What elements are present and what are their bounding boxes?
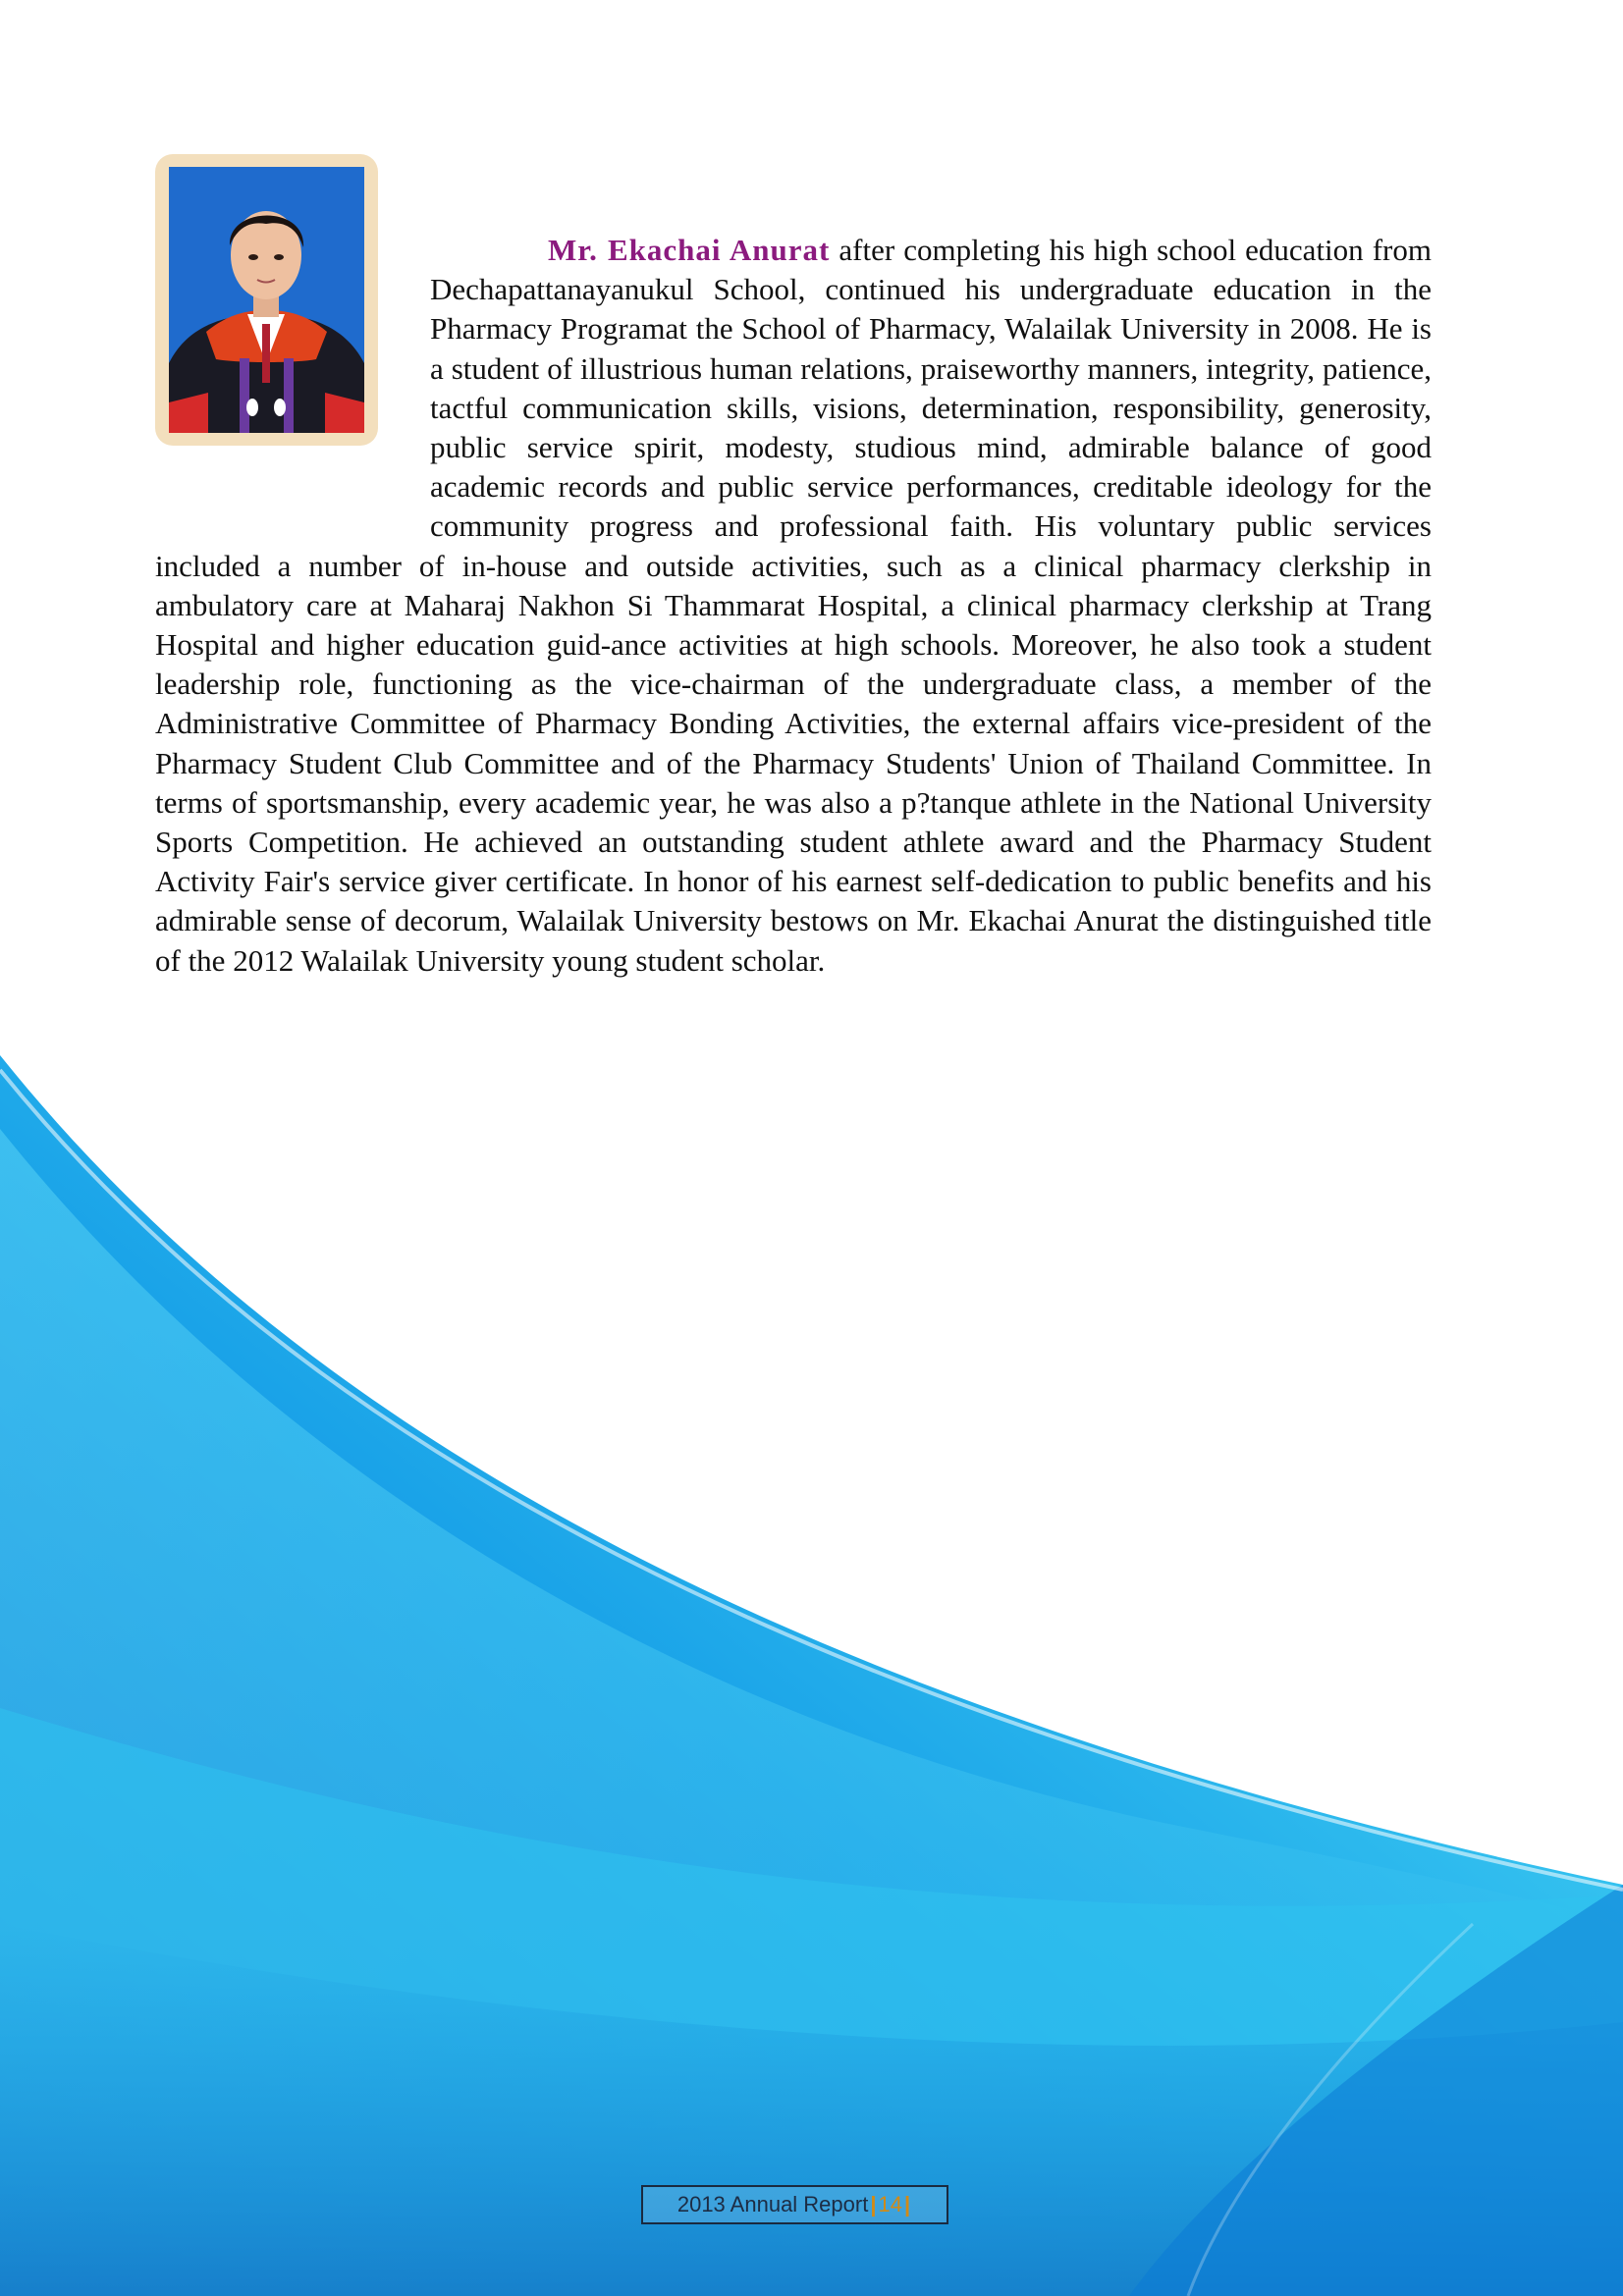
bio-paragraph xyxy=(155,231,1432,981)
bio-text: after completing his high school education from Dechapattanayanukul School, continued his undergraduate education in the Pharmacy Programat the School of Pharmacy, Walailak University in 2008. He is a student of illustrious human relations, praiseworthy manners, integrity, patience, tactful communication skills, visions, determination, responsibility, generosity, public service spirit, modesty, studious mind, admirable balance of good academic records and public service performances, creditable ideology for the community progress and professional faith. His voluntary public services included a number of in-house and outside activities, such as a clinical pharmacy clerkship in ambulatory care at Maharaj Nakhon Si Thammarat Hospital, a clinical pharmacy clerkship at Trang Hospital and higher education guid-ance activities at high schools. Moreover, he also took a student leadership role, functioning as the vice-chairman of the undergraduate class, a member of the Administrative Committee of Pharmacy Bonding Activities, the external affairs vice-president of the Pharmacy Student Club Committee and of the Pharmacy Students' Union of Thailand Committee. In terms of sportsmanship, every academic year, he was also a p?tanque athlete in the National University Sports Competition. He achieved an outstanding student athlete award and the Pharmacy Student Activity Fair's service giver certificate. In honor of his earnest self-dedication to public benefits and his admirable sense of decorum, Walailak University bestows on Mr. Ekachai Anurat the distinguished title of the 2012 Walailak University young student scholar. xyxy=(155,233,1432,978)
student-name: Mr. Ekachai Anurat xyxy=(548,233,831,267)
page-number: 14 xyxy=(878,2192,902,2216)
separator-left: | xyxy=(870,2192,877,2216)
separator-right: | xyxy=(903,2192,911,2216)
footer-page-label xyxy=(641,2185,948,2224)
report-title: 2013 Annual Report xyxy=(676,2192,869,2216)
photo-text-wrap-spacer xyxy=(155,231,430,525)
